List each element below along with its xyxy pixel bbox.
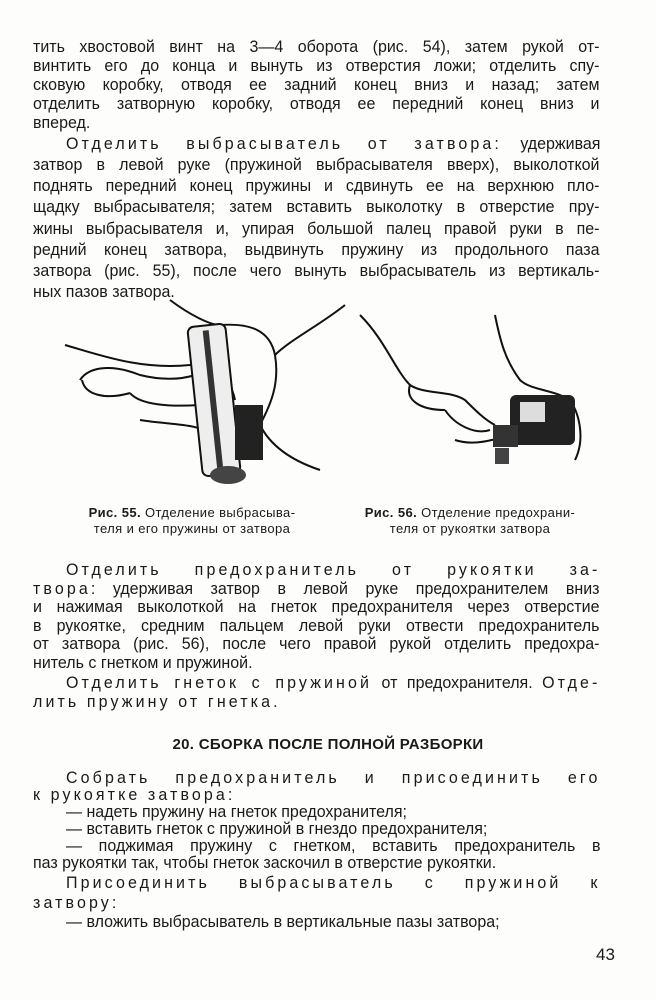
paragraph-lead-line: Отделить предохранитель от рукоятки за- [66, 561, 601, 579]
text-line: вперед. [33, 114, 91, 132]
paragraph-lead-line [66, 673, 600, 693]
figure-56-caption [350, 505, 590, 537]
list-item: — вставить гнеток с пружиной в гнездо предохранителя; [66, 820, 488, 838]
spaced-emphasis: к рукоятке затвора [33, 786, 228, 804]
figure-55-caption [62, 505, 322, 537]
text-line: затвора (рис. 55), после чего вынуть выбрасыватель из вертикаль- [33, 262, 600, 280]
spaced-emphasis: Отделить выбрасыватель от затвора [66, 135, 495, 153]
caption-text: Отделение выбрасыва- [144, 505, 296, 520]
text-line: редний конец затвора, выдвинуть пружину из продольного паза [33, 241, 600, 259]
text-line: в рукоятке, средним пальцем левой руки отвести предохранитель [33, 617, 600, 635]
text-line: затвор в левой руке (пружиной выбрасывателя вверх), выколоткой [33, 156, 600, 174]
figure-56-illustration [355, 310, 590, 475]
text-line: сковую коробку, отводя ее задний конец вниз и назад; затем [33, 76, 600, 94]
text: : [227, 786, 233, 804]
page-number: 43 [596, 945, 615, 964]
text-line: и нажимая выколоткой на гнеток предохранителя через отверстие [33, 598, 600, 616]
text: : [111, 894, 117, 912]
text-line: жины выбрасывателя и, упирая большой палец правой руки в пе- [33, 220, 600, 238]
figure-55-illustration [60, 295, 350, 500]
text-line: лить пружину от гнетка. [33, 693, 281, 711]
text: : удерживая затвор в левой руке предохранителем вниз [90, 580, 600, 598]
spaced-emphasis: затвору [33, 894, 112, 912]
caption-line [62, 505, 322, 521]
spaced-emphasis: Отделить гнеток с пружиной [66, 674, 373, 692]
text-line: тить хвостовой винт на 3—4 оборота (рис. 54), затем рукой от- [33, 38, 600, 56]
text-line: ных пазов затвора. [33, 283, 175, 301]
caption-line: теля от рукоятки затвора [389, 521, 551, 536]
figure-label: Рис. 56. [364, 505, 418, 520]
paragraph-lead-line: Присоединить выбрасыватель с пружиной к [66, 874, 601, 892]
figure-label: Рис. 55. [88, 505, 141, 520]
list-item: — поджимая пружину с гнетком, вставить предохранитель в [66, 837, 601, 855]
text-line: винтить его до конца и вынуть из отверстия ложи; отделить спу- [33, 57, 600, 75]
paragraph-lead-line [33, 893, 599, 913]
paragraph-lead-line [66, 134, 600, 154]
list-item: — надеть пружину на гнеток предохранителя; [66, 803, 408, 821]
paragraph-lead-line [33, 579, 599, 599]
text: : удерживая [494, 135, 601, 153]
spaced-emphasis: Отде- [542, 674, 601, 692]
caption-line [350, 505, 590, 521]
text-line: нитель с гнетком и пружиной. [33, 654, 253, 672]
paragraph-lead-line: Собрать предохранитель и присоединить его [66, 769, 601, 787]
list-item: — вложить выбрасыватель в вертикальные пазы затвора; [66, 913, 500, 931]
spaced-emphasis: твора [33, 580, 91, 598]
caption-text: Отделение предохрани- [421, 505, 576, 520]
text-line: от затвора (рис. 56), после чего правой рукой отделить предохра- [33, 635, 600, 653]
text-line: поднять передний конец пружины и сдвинуть ее на верхнюю пло- [33, 177, 600, 195]
section-heading: 20. СБОРКА ПОСЛЕ ПОЛНОЙ РАЗБОРКИ [172, 736, 484, 753]
text-line: щадку выбрасывателя; затем вставить выколотку в отверстие пру- [33, 198, 600, 216]
caption-line: теля и его пружины от затвора [93, 521, 291, 536]
text-line: отделить затворную коробку, отводя ее передний конец вниз и [33, 95, 600, 113]
text: от предохранителя. [372, 674, 543, 692]
text-line: паз рукоятки так, чтобы гнеток заскочил в отверстие рукоятки. [33, 854, 497, 872]
